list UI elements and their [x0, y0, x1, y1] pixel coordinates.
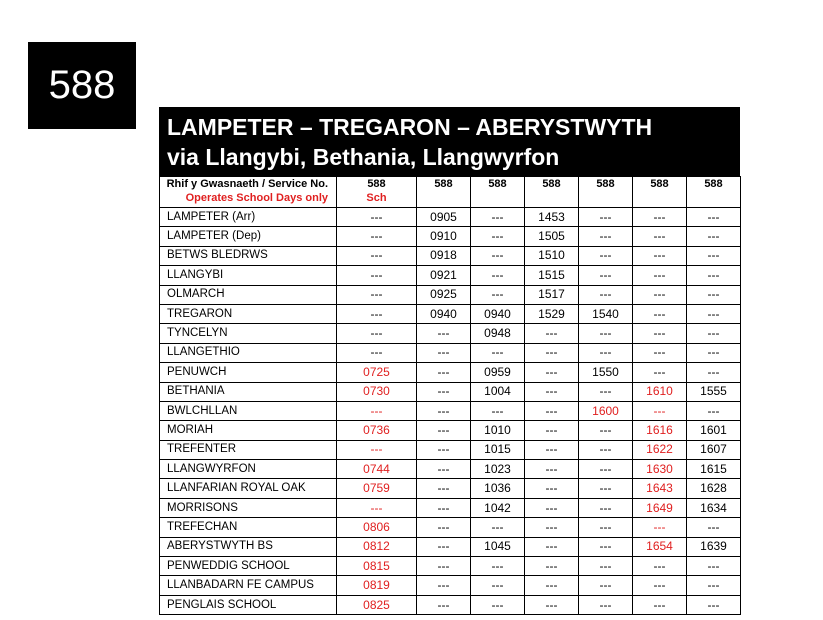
time-cell: 1600 — [579, 401, 633, 420]
time-cell: 1023 — [471, 460, 525, 479]
time-cell: --- — [687, 304, 741, 323]
school-flag: Sch — [366, 192, 387, 204]
time-cell: 1615 — [687, 460, 741, 479]
time-cell: --- — [337, 304, 417, 323]
table-row — [160, 304, 741, 323]
time-cell: --- — [525, 557, 579, 576]
stop-name: LLANGYBI — [160, 266, 337, 285]
time-cell: --- — [633, 266, 687, 285]
table-row — [160, 576, 741, 595]
time-cell: --- — [579, 324, 633, 343]
time-cell: --- — [579, 246, 633, 265]
time-cell: --- — [633, 285, 687, 304]
time-cell: --- — [579, 266, 633, 285]
time-cell: --- — [579, 343, 633, 362]
time-cell: --- — [337, 227, 417, 246]
time-cell: 0819 — [337, 576, 417, 595]
time-cell: --- — [579, 595, 633, 614]
service-label: Rhif y Gwasnaeth / Service No. — [166, 178, 328, 190]
time-cell: 0812 — [337, 537, 417, 556]
time-cell: --- — [417, 421, 471, 440]
service-number: 588 — [542, 178, 561, 190]
service-number: 588 — [596, 178, 615, 190]
service-col-2 — [417, 177, 471, 208]
time-cell: --- — [687, 595, 741, 614]
time-cell: --- — [471, 595, 525, 614]
time-cell: 0815 — [337, 557, 417, 576]
stop-name: LAMPETER (Arr) — [160, 208, 337, 227]
time-cell: --- — [633, 557, 687, 576]
time-cell: 0736 — [337, 421, 417, 440]
stop-name: LAMPETER (Dep) — [160, 227, 337, 246]
time-cell: --- — [337, 343, 417, 362]
time-cell: --- — [687, 557, 741, 576]
table-row — [160, 382, 741, 401]
table-row — [160, 537, 741, 556]
time-cell: --- — [579, 518, 633, 537]
time-cell: --- — [687, 401, 741, 420]
service-col-5 — [579, 177, 633, 208]
table-row — [160, 324, 741, 343]
time-cell: --- — [417, 382, 471, 401]
time-cell: --- — [687, 246, 741, 265]
stop-name: TREFENTER — [160, 440, 337, 459]
stop-name: MORIAH — [160, 421, 337, 440]
service-number-header — [160, 177, 337, 208]
time-cell: --- — [417, 363, 471, 382]
time-cell: --- — [471, 285, 525, 304]
route-number: 588 — [48, 63, 116, 107]
table-row — [160, 246, 741, 265]
table-row — [160, 518, 741, 537]
time-cell: --- — [687, 518, 741, 537]
time-cell: 0759 — [337, 479, 417, 498]
time-cell: --- — [471, 576, 525, 595]
service-number: 588 — [488, 178, 507, 190]
time-cell: 0948 — [471, 324, 525, 343]
time-cell: 0806 — [337, 518, 417, 537]
time-cell: --- — [525, 537, 579, 556]
time-cell: --- — [633, 324, 687, 343]
service-number: 588 — [650, 178, 669, 190]
time-cell: --- — [471, 246, 525, 265]
time-cell: 1616 — [633, 421, 687, 440]
table-row — [160, 285, 741, 304]
time-cell: --- — [633, 518, 687, 537]
title-line-2: via Llangybi, Bethania, Llangwyrfon — [167, 144, 560, 170]
time-cell: --- — [417, 537, 471, 556]
time-cell: --- — [417, 498, 471, 517]
time-cell: --- — [471, 557, 525, 576]
time-cell: 1517 — [525, 285, 579, 304]
time-cell: --- — [525, 401, 579, 420]
time-cell: 1654 — [633, 537, 687, 556]
time-cell: --- — [417, 595, 471, 614]
time-cell: 1610 — [633, 382, 687, 401]
time-cell: 0959 — [471, 363, 525, 382]
time-cell: --- — [633, 304, 687, 323]
table-row — [160, 208, 741, 227]
time-cell: 1004 — [471, 382, 525, 401]
time-cell: 1045 — [471, 537, 525, 556]
time-cell: 1453 — [525, 208, 579, 227]
title-line-1: LAMPETER – TREGARON – ABERYSTWYTH — [167, 114, 653, 140]
time-cell: --- — [525, 518, 579, 537]
time-cell: --- — [337, 401, 417, 420]
time-cell: --- — [471, 266, 525, 285]
service-col-3 — [471, 177, 525, 208]
time-cell: 0744 — [337, 460, 417, 479]
time-cell: --- — [687, 343, 741, 362]
time-cell: 1515 — [525, 266, 579, 285]
time-cell: --- — [471, 343, 525, 362]
stop-name: TREFECHAN — [160, 518, 337, 537]
table-row — [160, 421, 741, 440]
time-cell: --- — [525, 479, 579, 498]
stop-name: BETWS BLEDRWS — [160, 246, 337, 265]
time-cell: --- — [687, 363, 741, 382]
time-cell: --- — [687, 266, 741, 285]
time-cell: 1649 — [633, 498, 687, 517]
time-cell: 1630 — [633, 460, 687, 479]
time-cell: --- — [525, 343, 579, 362]
time-cell: 1607 — [687, 440, 741, 459]
time-cell: 1036 — [471, 479, 525, 498]
service-number: 588 — [434, 178, 453, 190]
table-row — [160, 460, 741, 479]
time-cell: --- — [687, 576, 741, 595]
time-cell: --- — [471, 518, 525, 537]
time-cell: --- — [417, 343, 471, 362]
time-cell: --- — [525, 324, 579, 343]
time-cell: --- — [525, 421, 579, 440]
school-days-note: Operates School Days only — [185, 192, 328, 204]
time-cell: --- — [579, 479, 633, 498]
stop-name: BWLCHLLAN — [160, 401, 337, 420]
time-cell: --- — [525, 595, 579, 614]
stop-name: LLANBADARN FE CAMPUS — [160, 576, 337, 595]
time-cell: 1628 — [687, 479, 741, 498]
table-row — [160, 498, 741, 517]
time-cell: --- — [579, 557, 633, 576]
time-cell: 0940 — [471, 304, 525, 323]
time-cell: --- — [633, 576, 687, 595]
header-row — [160, 177, 741, 208]
time-cell: --- — [337, 498, 417, 517]
time-cell: --- — [471, 401, 525, 420]
time-cell: --- — [471, 227, 525, 246]
stop-name: LLANFARIAN ROYAL OAK — [160, 479, 337, 498]
stop-name: MORRISONS — [160, 498, 337, 517]
time-cell: 1042 — [471, 498, 525, 517]
time-cell: 0730 — [337, 382, 417, 401]
time-cell: 1015 — [471, 440, 525, 459]
service-col-7 — [687, 177, 741, 208]
time-cell: 1634 — [687, 498, 741, 517]
time-cell: --- — [417, 557, 471, 576]
time-cell: --- — [579, 440, 633, 459]
time-cell: --- — [579, 382, 633, 401]
table-row — [160, 363, 741, 382]
time-cell: --- — [337, 324, 417, 343]
time-cell: 1529 — [525, 304, 579, 323]
time-cell: 0825 — [337, 595, 417, 614]
time-cell: 0910 — [417, 227, 471, 246]
stop-name: TREGARON — [160, 304, 337, 323]
service-col-1 — [337, 177, 417, 208]
time-cell: --- — [579, 208, 633, 227]
time-cell: 1622 — [633, 440, 687, 459]
table-row — [160, 227, 741, 246]
service-number: 588 — [704, 178, 723, 190]
time-cell: --- — [633, 401, 687, 420]
service-number: 588 — [367, 178, 386, 190]
time-cell: --- — [417, 479, 471, 498]
service-col-4 — [525, 177, 579, 208]
timetable — [159, 176, 741, 615]
time-cell: --- — [579, 285, 633, 304]
timetable-title — [159, 107, 740, 176]
time-cell: --- — [687, 227, 741, 246]
time-cell: 0905 — [417, 208, 471, 227]
time-cell: --- — [417, 401, 471, 420]
time-cell: --- — [525, 460, 579, 479]
time-cell: 1550 — [579, 363, 633, 382]
time-cell: --- — [633, 363, 687, 382]
time-cell: --- — [687, 285, 741, 304]
route-number-badge — [28, 42, 136, 129]
time-cell: --- — [525, 363, 579, 382]
time-cell: --- — [579, 498, 633, 517]
time-cell: --- — [579, 576, 633, 595]
time-cell: 1639 — [687, 537, 741, 556]
table-row — [160, 557, 741, 576]
time-cell: --- — [525, 498, 579, 517]
time-cell: --- — [337, 246, 417, 265]
table-row — [160, 595, 741, 614]
time-cell: 0921 — [417, 266, 471, 285]
time-cell: --- — [579, 537, 633, 556]
time-cell: --- — [687, 208, 741, 227]
time-cell: 0918 — [417, 246, 471, 265]
time-cell: --- — [633, 208, 687, 227]
time-cell: 1010 — [471, 421, 525, 440]
time-cell: --- — [417, 324, 471, 343]
table-row — [160, 440, 741, 459]
stop-name: BETHANIA — [160, 382, 337, 401]
time-cell: --- — [337, 440, 417, 459]
table-row — [160, 479, 741, 498]
time-cell: --- — [687, 324, 741, 343]
time-cell: --- — [417, 518, 471, 537]
time-cell: 1643 — [633, 479, 687, 498]
time-cell: --- — [633, 595, 687, 614]
time-cell: 1601 — [687, 421, 741, 440]
stop-name: PENUWCH — [160, 363, 337, 382]
time-cell: --- — [337, 208, 417, 227]
time-cell: --- — [579, 421, 633, 440]
time-cell: --- — [525, 576, 579, 595]
stop-name: PENGLAIS SCHOOL — [160, 595, 337, 614]
time-cell: --- — [337, 285, 417, 304]
time-cell: 1510 — [525, 246, 579, 265]
time-cell: 0925 — [417, 285, 471, 304]
table-row — [160, 401, 741, 420]
service-col-6 — [633, 177, 687, 208]
time-cell: --- — [633, 246, 687, 265]
stop-name: ABERYSTWYTH BS — [160, 537, 337, 556]
time-cell: 1505 — [525, 227, 579, 246]
stop-name: LLANGWYRFON — [160, 460, 337, 479]
time-cell: --- — [417, 576, 471, 595]
table-row — [160, 343, 741, 362]
time-cell: 0940 — [417, 304, 471, 323]
time-cell: --- — [337, 266, 417, 285]
time-cell: 1555 — [687, 382, 741, 401]
timetable-body — [160, 208, 741, 615]
time-cell: --- — [471, 208, 525, 227]
time-cell: --- — [417, 460, 471, 479]
time-cell: --- — [525, 382, 579, 401]
time-cell: 1540 — [579, 304, 633, 323]
time-cell: --- — [633, 343, 687, 362]
time-cell: 0725 — [337, 363, 417, 382]
stop-name: TYNCELYN — [160, 324, 337, 343]
stop-name: PENWEDDIG SCHOOL — [160, 557, 337, 576]
stop-name: OLMARCH — [160, 285, 337, 304]
time-cell: --- — [579, 227, 633, 246]
stop-name: LLANGETHIO — [160, 343, 337, 362]
table-row — [160, 266, 741, 285]
time-cell: --- — [417, 440, 471, 459]
time-cell: --- — [633, 227, 687, 246]
time-cell: --- — [525, 440, 579, 459]
time-cell: --- — [579, 460, 633, 479]
